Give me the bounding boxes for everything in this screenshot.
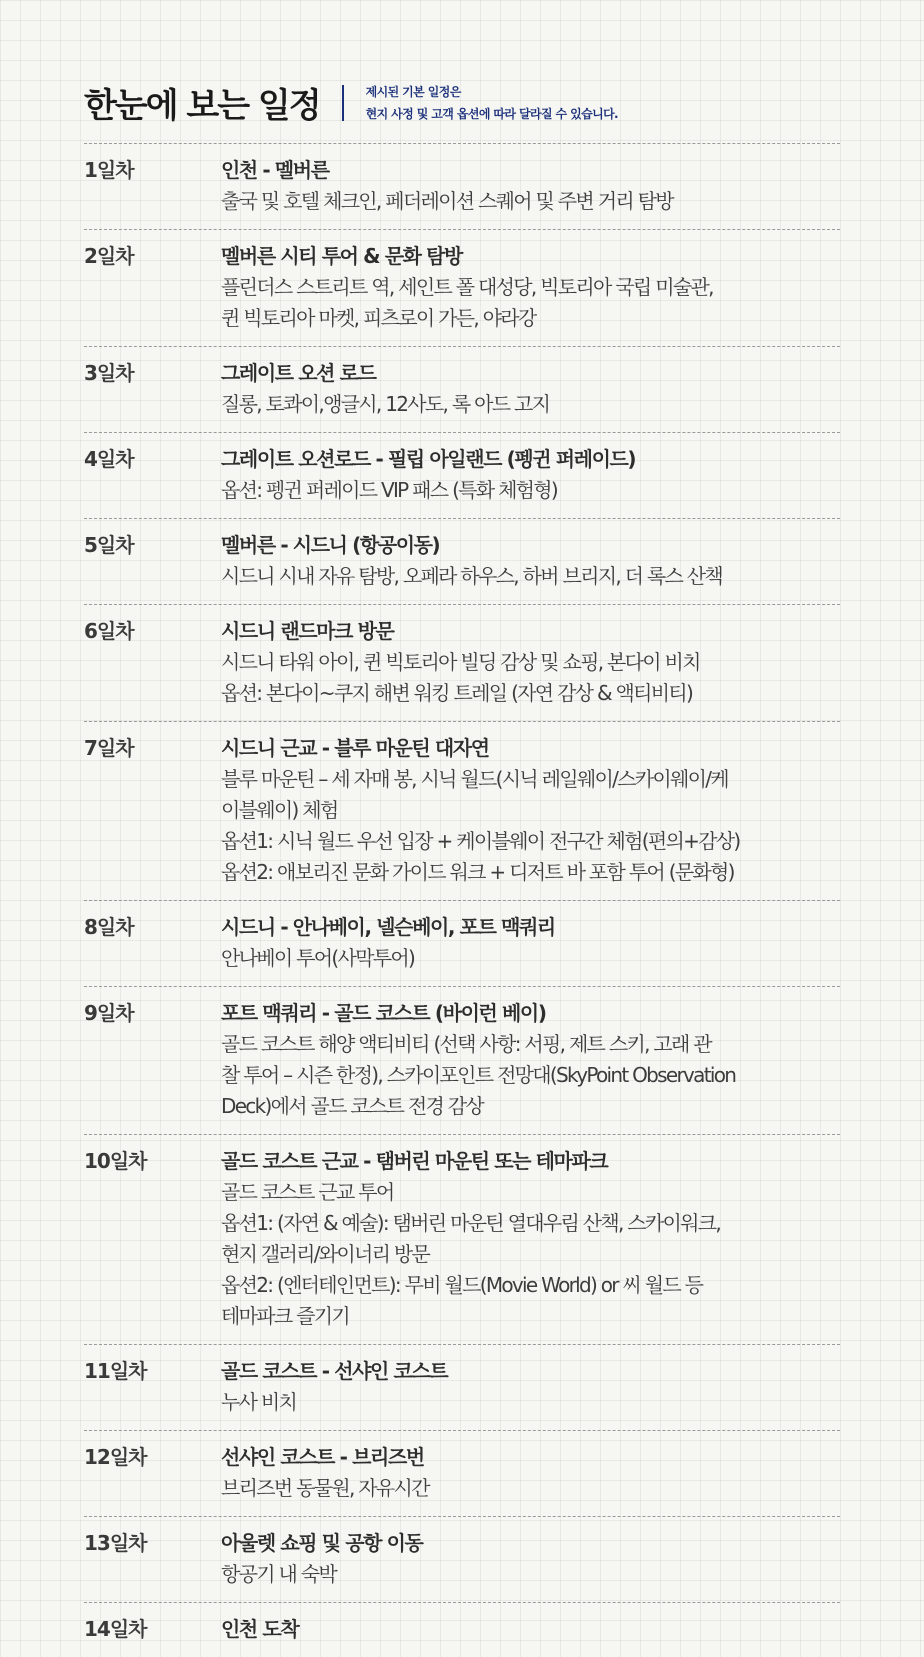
day-detail-line: 안나베이 투어(사막투어) xyxy=(221,946,415,970)
day-detail-line: 골드 코스트 해양 액티비티 (선택 사항: 서핑, 제트 스키, 고래 관 xyxy=(221,1032,711,1056)
day-detail-line: 이블웨이) 체험 xyxy=(221,798,338,822)
day-label: 7일차 xyxy=(84,736,134,760)
schedule-row xyxy=(84,1431,840,1517)
schedule-row xyxy=(84,987,840,1135)
schedule-list xyxy=(84,143,840,1657)
day-detail-line: 옵션1: 시닉 월드 우선 입장 + 케이블웨이 전구간 체험(편의+감상) xyxy=(221,829,740,853)
day-label: 13일차 xyxy=(84,1531,147,1555)
day-detail-line: 골드 코스트 근교 투어 xyxy=(221,1180,394,1204)
schedule-row xyxy=(84,1517,840,1603)
schedule-row xyxy=(84,230,840,347)
day-detail-line: 항공기 내 숙박 xyxy=(221,1562,337,1586)
day-content xyxy=(221,616,840,709)
day-title: 포트 맥쿼리 - 골드 코스트 (바이런 베이) xyxy=(221,1001,546,1025)
schedule-row xyxy=(84,1345,840,1431)
day-detail-line: 퀸 빅토리아 마켓, 피츠로이 가든, 야라강 xyxy=(221,306,536,330)
day-title: 그레이트 오션로드 - 필립 아일랜드 (펭귄 퍼레이드) xyxy=(221,447,636,471)
day-title: 멜버른 - 시드니 (항공이동) xyxy=(221,533,440,557)
day-label: 6일차 xyxy=(84,619,134,643)
day-content xyxy=(221,1442,840,1504)
day-label: 1일차 xyxy=(84,158,134,182)
schedule-row xyxy=(84,722,840,901)
day-title: 아울렛 쇼핑 및 공항 이동 xyxy=(221,1531,423,1555)
day-content xyxy=(221,358,840,420)
day-detail-line: 옵션: 본다이~쿠지 해변 워킹 트레일 (자연 감상 & 액티비티) xyxy=(221,681,693,705)
day-detail-line: 옵션2: 애보리진 문화 가이드 워크 + 디저트 바 포함 투어 (문화형) xyxy=(221,860,734,884)
day-detail-line: 옵션1: (자연 & 예술): 탬버린 마운틴 열대우림 산책, 스카이워크, xyxy=(221,1211,721,1235)
day-detail-line: 옵션: 펭귄 퍼레이드 VIP 패스 (특화 체험형) xyxy=(221,478,558,502)
day-content xyxy=(221,1356,840,1418)
day-label: 11일차 xyxy=(84,1359,147,1383)
schedule-row xyxy=(84,144,840,230)
day-title: 멜버른 시티 투어 & 문화 탐방 xyxy=(221,244,462,268)
day-content xyxy=(221,530,840,592)
schedule-row xyxy=(84,347,840,433)
schedule-row xyxy=(84,433,840,519)
day-label: 4일차 xyxy=(84,447,134,471)
schedule-row xyxy=(84,1135,840,1345)
page-title: 한눈에 보는 일정 xyxy=(84,86,320,126)
day-content xyxy=(221,1528,840,1590)
day-content xyxy=(221,155,840,217)
day-title: 선샤인 코스트 - 브리즈번 xyxy=(221,1445,424,1469)
schedule-row xyxy=(84,901,840,987)
day-title: 시드니 근교 - 블루 마운틴 대자연 xyxy=(221,736,489,760)
day-content xyxy=(221,444,840,506)
notice-line-2: 현지 사정 및 고객 옵션에 따라 달라질 수 있습니다. xyxy=(365,106,619,121)
day-content xyxy=(221,733,840,888)
day-detail-line: Deck)에서 골드 코스트 전경 감상 xyxy=(221,1094,484,1118)
schedule-row xyxy=(84,519,840,605)
notice-line-1: 제시된 기본 일정은 xyxy=(365,84,461,99)
schedule-row xyxy=(84,605,840,722)
day-detail-line: 브리즈번 동물원, 자유시간 xyxy=(221,1476,429,1500)
day-detail-line: 시드니 타워 아이, 퀸 빅토리아 빌딩 감상 및 쇼핑, 본다이 비치 xyxy=(221,650,700,674)
day-label: 8일차 xyxy=(84,915,134,939)
day-detail-line: 테마파크 즐기기 xyxy=(221,1304,349,1328)
header-divider xyxy=(342,85,344,121)
day-title: 그레이트 오션 로드 xyxy=(221,361,376,385)
schedule-row xyxy=(84,1603,840,1657)
schedule-notice xyxy=(366,81,618,125)
day-detail-line: 블루 마운틴 – 세 자매 봉, 시닉 월드(시닉 레일웨이/스카이웨이/케 xyxy=(221,767,728,791)
day-label: 12일차 xyxy=(84,1445,147,1469)
day-title: 골드 코스트 근교 - 탬버린 마운틴 또는 테마파크 xyxy=(221,1149,608,1173)
day-detail-line: 옵션2: (엔터테인먼트): 무비 월드(Movie World) or 씨 월드 등 xyxy=(221,1273,703,1297)
day-title: 시드니 랜드마크 방문 xyxy=(221,619,394,643)
day-label: 2일차 xyxy=(84,244,134,268)
day-detail-line: 질롱, 토콰이,앵글시, 12사도, 록 아드 고지 xyxy=(221,392,550,416)
day-content xyxy=(221,1614,840,1645)
day-detail-line: 출국 및 호텔 체크인, 페더레이션 스퀘어 및 주변 거리 탐방 xyxy=(221,189,673,213)
day-content xyxy=(221,912,840,974)
day-label: 14일차 xyxy=(84,1617,147,1641)
day-content xyxy=(221,998,840,1122)
day-detail-line: 누사 비치 xyxy=(221,1390,297,1414)
day-content xyxy=(221,241,840,334)
page-header xyxy=(84,78,618,127)
day-label: 9일차 xyxy=(84,1001,134,1025)
day-detail-line: 시드니 시내 자유 탐방, 오페라 하우스, 하버 브리지, 더 록스 산책 xyxy=(221,564,723,588)
day-detail-line: 현지 갤러리/와이너리 방문 xyxy=(221,1242,430,1266)
day-title: 골드 코스트 - 선샤인 코스트 xyxy=(221,1359,448,1383)
day-content xyxy=(221,1146,840,1332)
day-title: 인천 - 멜버른 xyxy=(221,158,329,182)
day-label: 3일차 xyxy=(84,361,134,385)
day-detail-line: 플린더스 스트리트 역, 세인트 폴 대성당, 빅토리아 국립 미술관, xyxy=(221,275,713,299)
day-detail-line: 찰 투어 – 시즌 한정), 스카이포인트 전망대(SkyPoint Observation xyxy=(221,1063,736,1087)
day-label: 10일차 xyxy=(84,1149,147,1173)
day-title: 인천 도착 xyxy=(221,1617,299,1641)
day-label: 5일차 xyxy=(84,533,134,557)
day-title: 시드니 - 안나베이, 넬슨베이, 포트 맥쿼리 xyxy=(221,915,555,939)
